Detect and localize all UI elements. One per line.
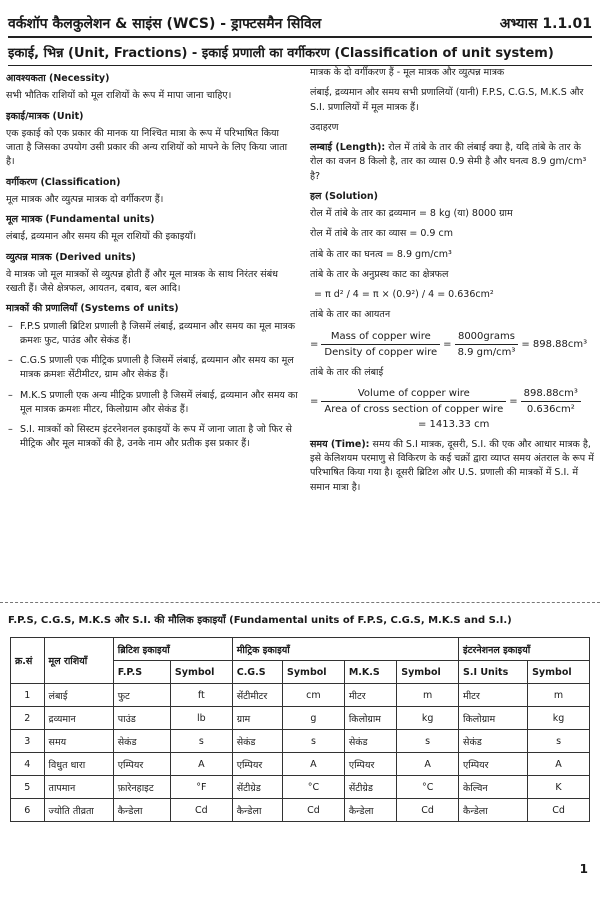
length-fraction-values: $\frac{\text{898.88cm³}}{\text{0.636cm²}}$ [521, 386, 581, 417]
subheader-cell: Symbol [283, 661, 345, 684]
solution-heading: हल (Solution) [310, 190, 378, 202]
table-cell: एम्पियर [113, 753, 170, 776]
table-cell: °C [397, 776, 459, 799]
table-row [11, 753, 590, 776]
table-cell: तापमान [44, 776, 113, 799]
solution-step: रोल में तांबे के तार का द्रव्यमान = 8 kg (या) 8000 ग्राम [310, 208, 513, 219]
exercise-number: अभ्यास 1.1.01 [499, 16, 592, 32]
table-cell: एम्पियर [459, 753, 528, 776]
table-cell: सेंटीग्रेड [232, 776, 282, 799]
unit-heading: इकाई/मात्रक (Unit) [6, 110, 84, 122]
page-subtitle: इकाई, भिन्न (Unit, Fractions) - इकाई प्रणाली का वर्गीकरण (Classification of unit system) [8, 43, 592, 66]
table-cell: Cd [528, 799, 590, 822]
table-cell: °C [283, 776, 345, 799]
table-cell: 6 [11, 799, 45, 822]
table-cell: किलोग्राम [344, 707, 396, 730]
unit-text: एक इकाई को एक प्रकार की मानक या निश्चित मात्रा के रूप में परिभाषित किया जाता है जिसका उपयोग उसी प्रकार की अन्य राशियों को मापने के लिए किया जाता है। [6, 127, 288, 168]
table-cell: 1 [11, 684, 45, 707]
table-cell: lb [170, 707, 232, 730]
table-cell: एम्पियर [344, 753, 396, 776]
table-cell: s [397, 730, 459, 753]
subheader-cell: Symbol [170, 661, 232, 684]
time-label: समय (Time): [310, 438, 370, 450]
length-result: = 1413.33 cm [418, 418, 490, 430]
table-cell: 4 [11, 753, 45, 776]
list-item: – C.G.S प्रणाली एक मीट्रिक प्रणाली है जिसमें लंबाई, द्रव्यमान और समय का मूल मात्रक क्रमशः सेंटीमीटर, ग्राम और सेकंड हैं। [20, 354, 298, 383]
col-header-quantity: मूल राशियाँ [44, 638, 113, 684]
right-column [310, 66, 594, 501]
section-divider [0, 602, 600, 603]
list-item: – S.I. मात्रकों को सिस्टम इंटरनेशनल इकाइयों के रूप में जाना जाता है जो फिर से मीट्रिक और मूल मात्रकों की है, उनके नाम और प्रतीक इस प्रकार हैं। [20, 423, 298, 452]
example-question [310, 141, 594, 184]
col-header-international: इंटरनेशनल इकाइयाँ [459, 638, 590, 661]
table-cell: फुट [113, 684, 170, 707]
table-cell: A [283, 753, 345, 776]
table-cell: सेकंड [344, 730, 396, 753]
table-cell: Cd [397, 799, 459, 822]
table-cell: A [397, 753, 459, 776]
table-cell: सेंटीमीटर [232, 684, 282, 707]
table-cell: द्रव्यमान [44, 707, 113, 730]
table-cell: सेकंड [459, 730, 528, 753]
volume-equation: = $\frac{\text{Mass of copper wire}}{\text{Density of copper wire}}$ = $\frac{\text{8000grams}}{\text{8.9 gm/cm³}}$ = 898.88cm³ [310, 330, 588, 358]
solution-step: तांबे के तार के अनुप्रस्थ काट का क्षेत्रफल [310, 268, 449, 280]
units-table [10, 637, 590, 822]
example-label: उदाहरण [310, 121, 339, 133]
necessity-heading: आवश्यकता (Necessity) [6, 73, 110, 84]
table-cell: कैन्डेला [459, 799, 528, 822]
subheader-cell: C.G.S [232, 661, 282, 684]
table-cell: ग्राम [232, 707, 282, 730]
table-title: F.P.S, C.G.S, M.K.S और S.I. की मौलिक इकाइयाँ (Fundamental units of F.P.S, C.G.S, M.K.S and S.I.) [8, 615, 512, 626]
col-header-no: क्र.सं [11, 638, 45, 684]
table-row [11, 684, 590, 707]
table-cell: s [170, 730, 232, 753]
table-cell: सेंटीग्रेड [344, 776, 396, 799]
table-cell: समय [44, 730, 113, 753]
systems-note: लंबाई, द्रव्यमान और समय सभी प्रणालियों (यानी) F.P.S, C.G.S, M.K.S और S.I. प्रणालियों में मूल मात्रक हैं। [310, 87, 584, 113]
derived-text: वे मात्रक जो मूल मात्रकों से व्युत्पन्न होती हैं और मूल मात्रक के साथ निरंतर संबंध रखती हैं। जैसे क्षेत्रफल, आयतन, दबाव, बल आदि। [6, 268, 278, 294]
table-cell: °F [170, 776, 232, 799]
volume-fraction: $\frac{\text{Mass of copper wire}}{\text{Density of copper wire}}$ [321, 329, 440, 360]
subheader-cell: M.K.S [344, 661, 396, 684]
table-cell: विधुत धारा [44, 753, 113, 776]
table-cell: kg [397, 707, 459, 730]
table-cell: s [528, 730, 590, 753]
table-cell: A [528, 753, 590, 776]
derived-heading: व्युत्पन्न मात्रक (Derived units) [6, 251, 136, 263]
table-cell: kg [528, 707, 590, 730]
length-label: लम्बाई (Length): [310, 142, 386, 153]
subheader-cell: F.P.S [113, 661, 170, 684]
table-cell: एम्पियर [232, 753, 282, 776]
systems-heading: मात्रकों की प्रणालियाँ (Systems of units) [6, 303, 179, 315]
table-cell: कैन्डेला [113, 799, 170, 822]
table-cell: कैन्डेला [344, 799, 396, 822]
page-number: 1 [579, 862, 588, 876]
table-cell: 2 [11, 707, 45, 730]
list-item: – F.P.S प्रणाली ब्रिटिश प्रणाली है जिसमें लंबाई, द्रव्यमान और समय का मूल मात्रक क्रमशः फुट, पाउंड और सेकंड हैं। [20, 320, 298, 349]
subheader-cell: Symbol [528, 661, 590, 684]
area-equation: = π d² / 4 = π × (0.9²) / 4 = 0.636cm² [314, 289, 494, 300]
length-equation: = $\frac{\text{Volume of copper wire}}{\text{Area of cross section of copper wire}}$ = $\frac{\text{898.88cm³}}{\text{0.636cm²}}$ [310, 386, 594, 417]
left-column [6, 66, 298, 458]
table-cell: m [528, 684, 590, 707]
table-cell: cm [283, 684, 345, 707]
table-cell: ft [170, 684, 232, 707]
table-cell: लंबाई [44, 684, 113, 707]
table-row [11, 776, 590, 799]
table-cell: 5 [11, 776, 45, 799]
table-cell: केल्विन [459, 776, 528, 799]
table-cell: s [283, 730, 345, 753]
table-cell: 3 [11, 730, 45, 753]
col-header-metric: मीट्रिक इकाइयाँ [232, 638, 458, 661]
volume-heading: तांबे के तार का आयतन [310, 309, 391, 321]
col-header-british: ब्रिटिश इकाइयाँ [113, 638, 232, 661]
solution-step: तांबे के तार का घनत्व = 8.9 gm/cm³ [310, 248, 452, 260]
solution-step: रोल में तांबे के तार का व्यास = 0.9 cm [310, 228, 453, 240]
subheader-cell: S.I Units [459, 661, 528, 684]
page-header [8, 14, 592, 38]
table-cell: Cd [170, 799, 232, 822]
classification-text: मूल मात्रक और व्युत्पन्न मात्रक दो वर्गीकरण हैं। [6, 193, 164, 205]
question-text: रोल में तांबे के तार की लंबाई क्या है, यदि तांबे के तार के रोल का वजन 8 किलो है, तार का व्यास 0.9 सेमी है और घनत्व 8.9 gm/cm³ है? [310, 142, 587, 182]
length-heading: तांबे के तार की लंबाई [310, 366, 384, 378]
systems-list [6, 320, 298, 452]
table-body [11, 684, 590, 822]
table-cell: Cd [283, 799, 345, 822]
table-row [11, 730, 590, 753]
time-text: समय (Time): समय की S.I मात्रक, दूसरी, S.I. की एक और आधार मात्रक है, इसे केलिशयम परमाणु से विकिरण के कई चक्रों द्वारा व्याप्त समय अंतराल के रूप में परिभाषित किया गया है। दूसरी ब्रिटिश और U.S. प्रणाली की मात्रकों में S.I. में समान मात्रा है। [310, 438, 594, 493]
table-cell: ज्योति तीव्रता [44, 799, 113, 822]
classification-heading: वर्गीकरण (Classification) [6, 176, 121, 188]
fundamental-heading: मूल मात्रक (Fundamental units) [6, 214, 155, 225]
list-item: – M.K.S प्रणाली एक अन्य मीट्रिक प्रणाली है जिसमें लंबाई, द्रव्यमान और समय का मूल मात्रक क्रमशः मीटर, किलोग्राम और सेकंड हैं। [20, 389, 298, 418]
table-cell: पाउंड [113, 707, 170, 730]
table-cell: A [170, 753, 232, 776]
fundamental-text: लंबाई, द्रव्यमान और समय की मूल राशियों की इकाइयाँ। [6, 231, 197, 243]
table-cell: सेकंड [113, 730, 170, 753]
table-cell: फ़ारेनहाइट [113, 776, 170, 799]
table-row [11, 799, 590, 822]
book-title: वर्कशॉप कैलकुलेशन & साइंस (WCS) - ड्राफ्टसमैन सिविल [8, 16, 322, 32]
volume-fraction-values: $\frac{\text{8000grams}}{\text{8.9 gm/cm³}}$ [455, 329, 519, 360]
necessity-text: सभी भौतिक राशियों को मूल राशियों के रूप में मापा जाना चाहिए। [6, 90, 232, 102]
table-cell: किलोग्राम [459, 707, 528, 730]
table-row [11, 707, 590, 730]
table-cell: K [528, 776, 590, 799]
length-fraction: $\frac{\text{Volume of copper wire}}{\text{Area of cross section of copper wire}}$ [321, 386, 506, 417]
table-cell: g [283, 707, 345, 730]
table-cell: सेकंड [232, 730, 282, 753]
classification-note: मात्रक के दो वर्गीकरण हैं - मूल मात्रक और व्युत्पन्न मात्रक [310, 67, 505, 78]
table-cell: मीटर [459, 684, 528, 707]
table-cell: कैन्डेला [232, 799, 282, 822]
table-cell: m [397, 684, 459, 707]
volume-result: = 898.88cm³ [521, 338, 588, 350]
table-cell: मीटर [344, 684, 396, 707]
subheader-cell: Symbol [397, 661, 459, 684]
